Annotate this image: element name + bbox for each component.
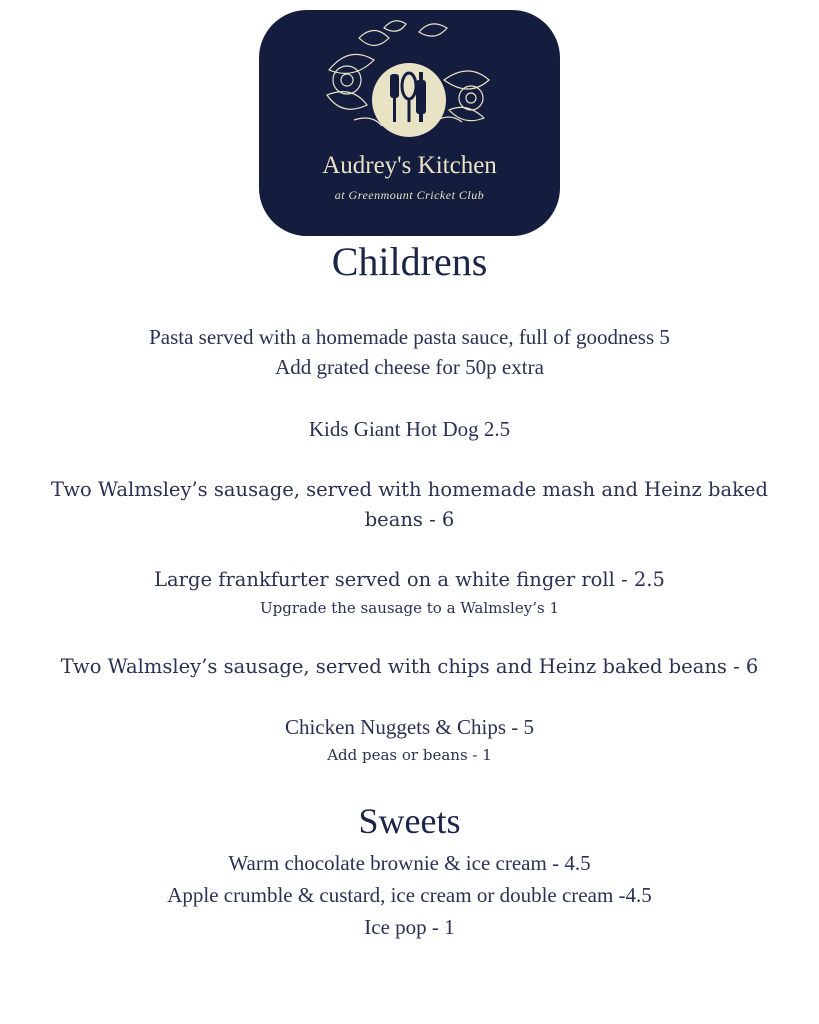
menu-item-sausage-mash-cont: beans - 6 (364, 508, 455, 531)
spatula-icon (390, 74, 399, 122)
rolling-pin-icon (416, 72, 426, 122)
whisk-icon (402, 73, 416, 122)
logo-title: Audrey's Kitchen (322, 152, 497, 179)
menu-item-hot-dog: Kids Giant Hot Dog 2.5 (308, 417, 511, 441)
menu-item-nuggets: Chicken Nuggets & Chips - 5 (284, 715, 535, 739)
logo-badge (259, 10, 560, 236)
sweet-item-brownie: Warm chocolate brownie & ice cream - 4.5 (228, 851, 591, 875)
menu-item-pasta: Pasta served with a homemade pasta sauce, full of goodness 5 (149, 325, 670, 349)
sweet-item-ice-pop: Ice pop - 1 (364, 915, 455, 939)
menu-item-frankfurter-upgrade: Upgrade the sausage to a Walmsley’s 1 (260, 599, 559, 617)
menu-item-sausage-chips: Two Walmsley’s sausage, served with chips and Heinz baked beans - 6 (60, 655, 759, 678)
sweet-item-crumble: Apple crumble & custard, ice cream or double cream -4.5 (167, 883, 652, 907)
menu-item-pasta-extra: Add grated cheese for 50p extra (275, 355, 544, 379)
logo-subtitle: at Greenmount Cricket Club (334, 188, 485, 202)
section-title-sweets: Sweets (358, 801, 461, 841)
menu-item-frankfurter: Large frankfurter served on a white finger roll - 2.5 (154, 568, 665, 591)
menu-item-nuggets-extra: Add peas or beans - 1 (327, 746, 492, 764)
menu-item-sausage-mash: Two Walmsley’s sausage, served with homemade mash and Heinz baked (51, 478, 768, 501)
kitchen-utensils-icon (259, 10, 560, 160)
section-title-childrens: Childrens (331, 239, 488, 284)
